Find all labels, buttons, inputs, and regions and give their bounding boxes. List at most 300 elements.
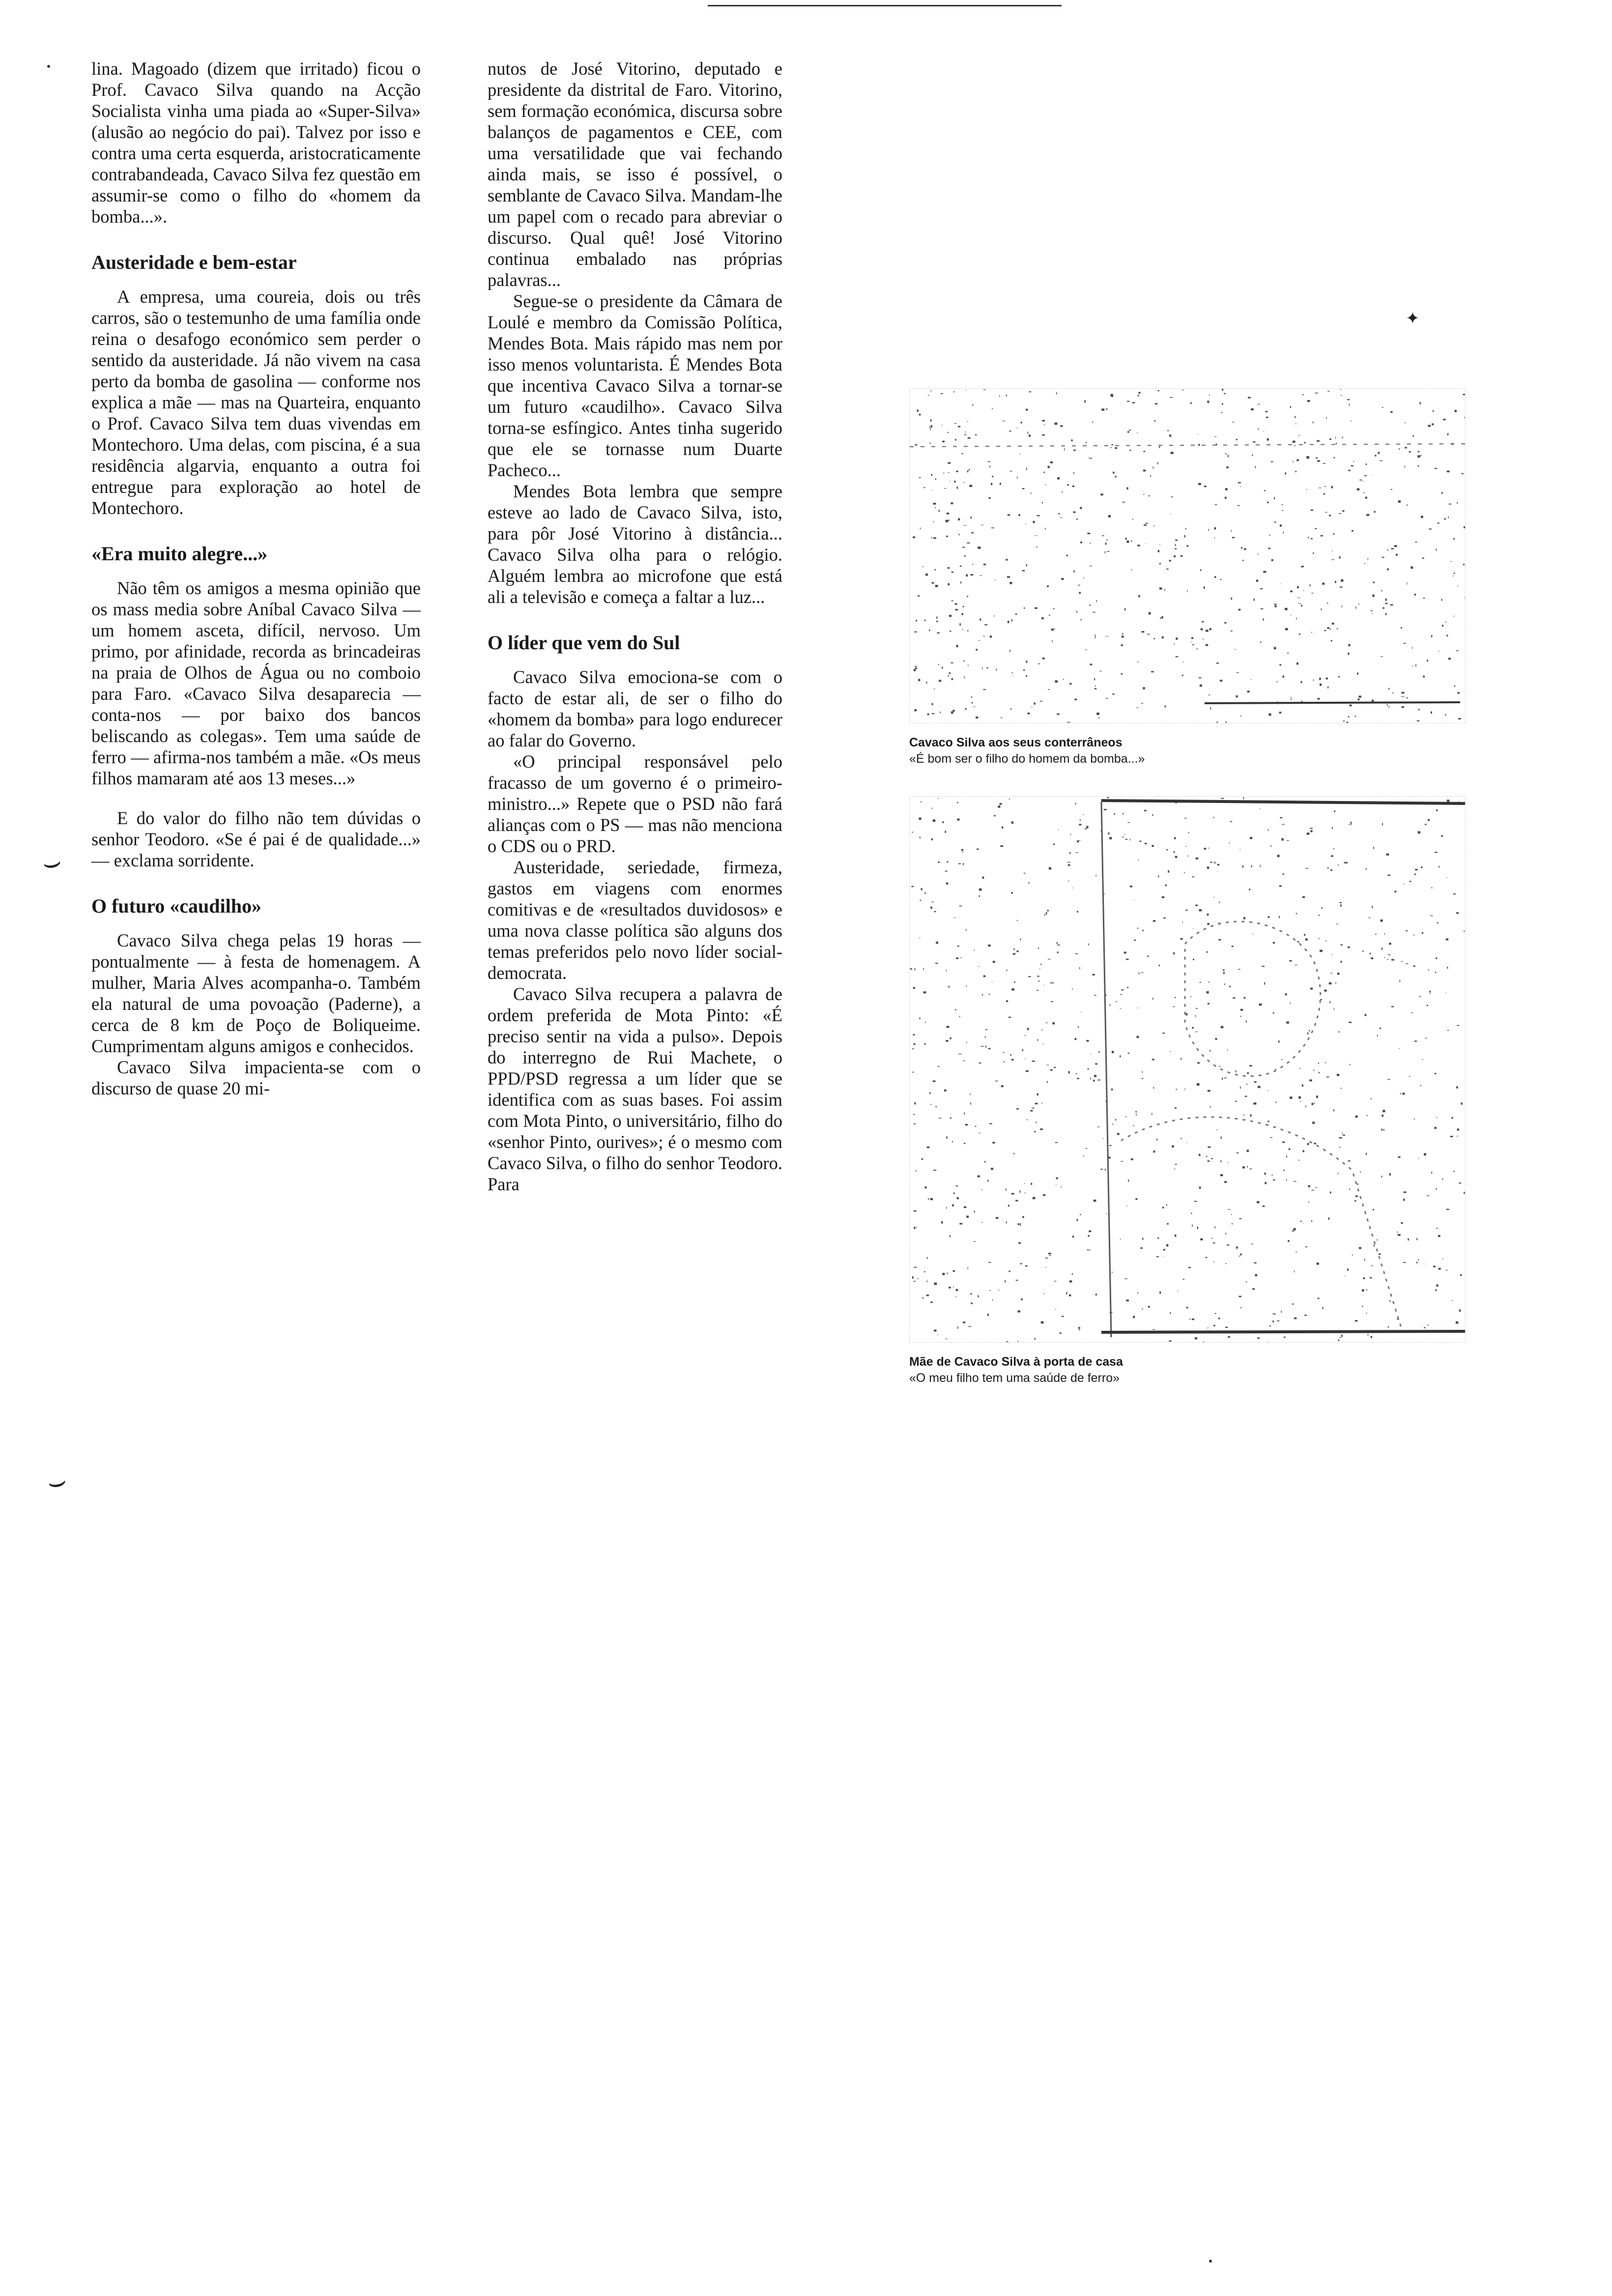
photo-speck bbox=[999, 395, 1000, 397]
photo-speck bbox=[914, 1102, 916, 1105]
photo-speck bbox=[1007, 1341, 1008, 1342]
photo-speck bbox=[1135, 1111, 1137, 1113]
photo-speck bbox=[978, 546, 980, 549]
photo-speck bbox=[947, 861, 948, 863]
photo-speck bbox=[1298, 603, 1301, 604]
photo-speck bbox=[940, 712, 941, 714]
photo-speck bbox=[1220, 680, 1223, 682]
photo-speck bbox=[1159, 1292, 1161, 1294]
photo-speck bbox=[1037, 515, 1040, 517]
photo-speck bbox=[1047, 910, 1049, 912]
photo-speck bbox=[1070, 833, 1071, 835]
photo-speck bbox=[1186, 1013, 1188, 1015]
photo-speck bbox=[1126, 1299, 1129, 1301]
photo-speck bbox=[1098, 717, 1099, 719]
photo-speck bbox=[1195, 905, 1198, 906]
photo-speck bbox=[1422, 932, 1423, 934]
photo-speck bbox=[1403, 1199, 1405, 1201]
photo-speck bbox=[1162, 1206, 1164, 1208]
photo-speck bbox=[1006, 1188, 1007, 1191]
photo-speck bbox=[1372, 906, 1373, 908]
photo-speck bbox=[1249, 1065, 1252, 1066]
photo-speck bbox=[1311, 538, 1313, 539]
photo-speck bbox=[1456, 912, 1459, 914]
photo-speck bbox=[916, 620, 917, 621]
photo-speck bbox=[1307, 1143, 1309, 1145]
photo-speck bbox=[1287, 840, 1289, 841]
photo-speck bbox=[1280, 524, 1282, 527]
photo-speck bbox=[1035, 535, 1036, 536]
photo-speck bbox=[1169, 560, 1171, 561]
photo-speck bbox=[1240, 1254, 1242, 1256]
photo-speck bbox=[1226, 1233, 1227, 1234]
photo-speck bbox=[1282, 510, 1284, 511]
photo-speck bbox=[948, 583, 950, 586]
photo-speck bbox=[1436, 1228, 1438, 1229]
pen-mark: ✦ bbox=[1406, 309, 1420, 328]
photo-speck bbox=[1009, 650, 1010, 652]
photo-speck bbox=[1265, 1173, 1266, 1175]
photo-speck bbox=[1397, 1232, 1398, 1233]
photo-speck bbox=[1281, 1311, 1282, 1313]
photo-speck bbox=[1026, 564, 1027, 567]
photo-speck bbox=[931, 538, 932, 539]
photo-speck bbox=[1433, 1265, 1435, 1267]
photo-speck bbox=[1218, 1318, 1220, 1319]
photo-speck bbox=[1447, 1030, 1449, 1031]
photo-speck bbox=[956, 1289, 958, 1292]
photo-speck bbox=[1270, 846, 1271, 847]
photo-speck bbox=[1051, 629, 1054, 631]
photo-speck bbox=[914, 1227, 915, 1229]
photo-speck bbox=[1337, 973, 1340, 975]
photo-speck bbox=[944, 1090, 946, 1091]
photo-speck bbox=[1040, 1128, 1043, 1130]
caption-quote: «O meu filho tem uma saúde de ferro» bbox=[909, 1371, 1120, 1385]
photo-speck bbox=[1151, 1113, 1152, 1115]
photo-speck bbox=[1175, 544, 1176, 546]
photo-speck bbox=[947, 513, 949, 515]
photo-speck bbox=[1306, 456, 1309, 458]
photo-speck bbox=[1158, 875, 1159, 877]
photo-speck bbox=[1060, 517, 1062, 518]
photo-speck bbox=[1163, 1249, 1165, 1250]
paragraph: E do valor do filho não tem dúvidas o senhor Teodoro. «Se é pai é de qualidade...» — exclama sorridente. bbox=[91, 808, 421, 870]
photo-speck bbox=[1040, 701, 1042, 702]
photo-speck bbox=[1054, 1067, 1056, 1068]
photo-speck bbox=[1203, 638, 1204, 640]
photo-speck bbox=[1170, 1312, 1171, 1314]
photo-speck bbox=[1362, 481, 1363, 482]
photo-speck bbox=[1006, 1221, 1007, 1223]
photo-speck bbox=[983, 564, 986, 565]
photo-speck bbox=[930, 1301, 933, 1303]
photo-speck bbox=[1175, 540, 1178, 541]
photo-speck bbox=[1422, 1059, 1423, 1060]
paragraph: Não têm os amigos a mesma opinião que os mass media sobre Aníbal Cavaco Silva — um homem asceta, difícil, nervoso. Um primo, por afinidade, recorda as brincadeiras na praia de Olhos de Água ou no comboio para Faro. «Cavaco Silva desaparecia — conta-nos — por baixo dos bancos beliscando as colegas». Tem uma saúde de ferro — afirma-nos também a mãe. «Os meus filhos mamaram até aos 13 meses...» bbox=[91, 578, 421, 788]
photo-speck bbox=[1152, 998, 1153, 1000]
photo-speck bbox=[1258, 429, 1259, 430]
photo-speck bbox=[1247, 691, 1250, 693]
photo-speck bbox=[991, 483, 992, 485]
photo-speck bbox=[1439, 1268, 1441, 1270]
photo-speck bbox=[1427, 1195, 1429, 1196]
photo-speck bbox=[1225, 488, 1228, 490]
photo-speck bbox=[1188, 856, 1189, 857]
photo-speck bbox=[1210, 707, 1211, 710]
photo-speck bbox=[1406, 963, 1409, 964]
photo-speck bbox=[1075, 953, 1078, 954]
photo-speck bbox=[966, 985, 967, 987]
photo-speck bbox=[1038, 663, 1040, 664]
photo-speck bbox=[1026, 675, 1027, 677]
photo-speck bbox=[1371, 957, 1373, 959]
photo-speck bbox=[1184, 535, 1185, 538]
photo-speck bbox=[1225, 1327, 1228, 1328]
photo-speck bbox=[1348, 470, 1350, 471]
photo-speck bbox=[968, 665, 969, 666]
photo-speck bbox=[1384, 957, 1385, 958]
photo-speck bbox=[1305, 939, 1308, 941]
photo-speck bbox=[962, 547, 965, 548]
photo-speck bbox=[1258, 554, 1259, 555]
photo-speck bbox=[1100, 493, 1103, 495]
photo-speck bbox=[1137, 1036, 1139, 1038]
photo-speck bbox=[1428, 1324, 1429, 1325]
photo-speck bbox=[1275, 1102, 1276, 1103]
photo-speck bbox=[1193, 928, 1194, 929]
photo-speck bbox=[1264, 490, 1266, 491]
photo-speck bbox=[952, 710, 955, 712]
photo-speck bbox=[1079, 1329, 1080, 1330]
photo-speck bbox=[1111, 447, 1112, 448]
photo-speck bbox=[1424, 1327, 1425, 1328]
photo-speck bbox=[1208, 1090, 1210, 1092]
photo-speck bbox=[1411, 1012, 1413, 1013]
photo-speck bbox=[1443, 419, 1445, 420]
photo-speck bbox=[1377, 1239, 1378, 1240]
photo-speck bbox=[1375, 934, 1376, 935]
photo-speck bbox=[1055, 1309, 1056, 1310]
photo-speck bbox=[1285, 608, 1288, 610]
photo-speck bbox=[1018, 1242, 1021, 1244]
photo-speck bbox=[1061, 1187, 1062, 1188]
photo-speck bbox=[1120, 1055, 1121, 1057]
photo-speck bbox=[1446, 1209, 1449, 1210]
photo-speck bbox=[1381, 1176, 1382, 1177]
photo-speck bbox=[923, 968, 924, 971]
photo-speck bbox=[933, 819, 936, 822]
photo-speck bbox=[1094, 995, 1096, 996]
photo-speck bbox=[1237, 1152, 1239, 1153]
photo-speck bbox=[963, 660, 965, 661]
photo-speck bbox=[1382, 407, 1383, 408]
photo-speck bbox=[988, 1262, 991, 1263]
photo-speck bbox=[1317, 698, 1320, 699]
photo-speck bbox=[1340, 1337, 1341, 1338]
photo-speck bbox=[1032, 1061, 1035, 1062]
photo-speck bbox=[1248, 397, 1251, 399]
photo-speck bbox=[1015, 613, 1017, 614]
photo-speck bbox=[1108, 832, 1110, 834]
photo-speck bbox=[1158, 390, 1159, 391]
photo-speck bbox=[1436, 809, 1438, 811]
photo-speck bbox=[1409, 451, 1411, 453]
photo-speck bbox=[1098, 1051, 1100, 1053]
photo-speck bbox=[955, 609, 958, 610]
photo-speck bbox=[1158, 550, 1159, 552]
photo-speck bbox=[1297, 941, 1299, 943]
photo-speck bbox=[1300, 1221, 1302, 1222]
photo-speck bbox=[1305, 1246, 1308, 1247]
photo-speck bbox=[1200, 569, 1202, 571]
photo-speck bbox=[1417, 455, 1420, 458]
photo-speck bbox=[1359, 696, 1361, 698]
photo-speck bbox=[1068, 1071, 1070, 1074]
photo-speck bbox=[1349, 1022, 1352, 1023]
photo-speck bbox=[1109, 837, 1112, 839]
photo-speck bbox=[975, 1126, 977, 1127]
photo-speck bbox=[1062, 578, 1064, 580]
photo-speck bbox=[1420, 1085, 1421, 1086]
photo-speck bbox=[1187, 545, 1188, 547]
photo-speck bbox=[1208, 1003, 1209, 1004]
photo-speck bbox=[1126, 1116, 1127, 1117]
photo-speck bbox=[1014, 981, 1015, 983]
photo-speck bbox=[1153, 1150, 1155, 1152]
photo-speck bbox=[1416, 1238, 1417, 1240]
photo-speck bbox=[1172, 1145, 1174, 1148]
photo-speck bbox=[965, 1124, 968, 1125]
photo-crowd-image bbox=[910, 389, 1465, 723]
photo-speck bbox=[1441, 599, 1442, 601]
photo-speck bbox=[1362, 1306, 1363, 1307]
photo-speck bbox=[1006, 559, 1008, 560]
photo-speck bbox=[1138, 395, 1139, 396]
photo-speck bbox=[1214, 527, 1216, 530]
photo-speck bbox=[1105, 543, 1106, 545]
photo-speck bbox=[1027, 1028, 1029, 1031]
photo-speck bbox=[1433, 410, 1434, 412]
photo-speck bbox=[923, 487, 925, 488]
photo-speck bbox=[1341, 395, 1342, 396]
photo-caption bbox=[909, 1354, 1499, 1386]
photo-speck bbox=[1296, 662, 1298, 665]
photo-speck bbox=[1349, 824, 1350, 825]
photo-speck bbox=[1112, 1124, 1113, 1125]
photo-speck bbox=[1354, 716, 1356, 717]
photo-speck bbox=[1142, 1071, 1143, 1073]
photo-speck bbox=[1153, 920, 1156, 921]
photo-speck bbox=[933, 503, 936, 505]
photo-speck bbox=[1302, 1150, 1304, 1152]
photo-speck bbox=[1327, 627, 1329, 629]
photo-speck bbox=[1218, 939, 1221, 941]
photo-speck bbox=[1071, 439, 1073, 441]
photo-speck bbox=[1295, 423, 1296, 424]
photo-speck bbox=[1175, 997, 1176, 998]
photo-speck bbox=[1364, 1014, 1366, 1016]
photo-speck bbox=[1079, 592, 1081, 594]
photo-speck bbox=[1224, 983, 1225, 985]
photo-speck bbox=[1132, 402, 1135, 403]
photo-speck bbox=[1055, 1142, 1058, 1143]
photo-speck bbox=[1463, 564, 1465, 565]
photo-speck bbox=[1307, 400, 1310, 402]
photo-speck bbox=[1150, 475, 1151, 477]
photo-speck bbox=[1229, 842, 1230, 844]
photo-speck bbox=[1086, 826, 1089, 829]
photo-speck bbox=[969, 1326, 971, 1327]
paragraph: Austeridade, seriedade, firmeza, gastos em viagens com enormes comitivas e de «resultados duvidosos» e uma nova classe política são alguns dos temas preferidos pelo novo líder social-democrata. bbox=[488, 857, 782, 983]
photo-speck bbox=[951, 601, 953, 602]
photo-speck bbox=[1193, 959, 1194, 960]
photo-speck bbox=[1214, 537, 1215, 539]
photo-speck bbox=[934, 1330, 936, 1332]
photo-speck bbox=[935, 478, 936, 480]
photo-speck bbox=[1020, 1263, 1022, 1264]
photo-speck bbox=[1457, 502, 1458, 504]
photo-speck bbox=[1431, 1172, 1432, 1174]
photo-speck bbox=[1330, 1192, 1331, 1194]
photo-speck bbox=[932, 713, 935, 714]
photo-speck bbox=[1457, 692, 1460, 693]
photo-speck bbox=[1254, 1081, 1257, 1083]
photo-speck bbox=[1360, 1172, 1361, 1173]
photo-speck bbox=[1220, 1174, 1223, 1176]
photo-speck bbox=[941, 393, 943, 394]
photo-speck bbox=[1321, 535, 1323, 537]
photo-speck bbox=[972, 702, 973, 703]
photo-speck bbox=[1137, 1292, 1138, 1293]
photo-speck bbox=[1156, 1256, 1159, 1257]
photo-speck bbox=[1028, 976, 1031, 977]
photo-speck bbox=[1062, 1316, 1064, 1317]
caption-title: Cavaco Silva aos seus conterrâneos bbox=[909, 736, 1123, 749]
photo-speck bbox=[1251, 408, 1254, 410]
photo-speck bbox=[1402, 706, 1404, 708]
photo-speck bbox=[1206, 630, 1209, 631]
photo-speck bbox=[1022, 1216, 1024, 1218]
photo-speck bbox=[1050, 1069, 1053, 1071]
photo-speck bbox=[1388, 688, 1389, 690]
photo-speck bbox=[1167, 1223, 1169, 1225]
photo-speck bbox=[1374, 1244, 1375, 1247]
photo-speck bbox=[930, 907, 932, 909]
photo-speck bbox=[913, 1072, 914, 1073]
photo-speck bbox=[949, 672, 950, 674]
photo-speck bbox=[1207, 914, 1209, 916]
photo-speck bbox=[1201, 629, 1203, 631]
photo-speck bbox=[1335, 982, 1336, 984]
photo-speck bbox=[1338, 1340, 1340, 1341]
photo-speck bbox=[1050, 461, 1053, 463]
photo-speck bbox=[1141, 703, 1143, 704]
photo-speck bbox=[1111, 1089, 1113, 1091]
photo-speck bbox=[1221, 1026, 1224, 1029]
photo-speck bbox=[1164, 589, 1165, 591]
photo-speck bbox=[1206, 1156, 1208, 1157]
photo-speck bbox=[1436, 958, 1437, 959]
photo-speck bbox=[1329, 515, 1331, 516]
photo-speck bbox=[995, 1081, 998, 1082]
photo-speck bbox=[1463, 394, 1465, 395]
photo-speck bbox=[936, 942, 938, 944]
photo-speck bbox=[1362, 950, 1364, 951]
photo-speck bbox=[1382, 1129, 1383, 1131]
photo-speck bbox=[1080, 1214, 1081, 1215]
photo-speck bbox=[1387, 568, 1389, 570]
photo-speck bbox=[971, 696, 973, 697]
photo-speck bbox=[1290, 1003, 1291, 1004]
photo-speck bbox=[971, 517, 972, 518]
photo-speck bbox=[949, 615, 951, 617]
photo-speck bbox=[966, 574, 968, 576]
photo-speck bbox=[1100, 1169, 1103, 1170]
photo-speck bbox=[1264, 982, 1265, 985]
photo-speck bbox=[937, 632, 940, 633]
photo-speck bbox=[1197, 649, 1198, 650]
photo-speck bbox=[1451, 561, 1452, 562]
photo-speck bbox=[1267, 438, 1269, 441]
photo-speck bbox=[1341, 1088, 1342, 1089]
photo-speck bbox=[1186, 1307, 1188, 1308]
photo-speck bbox=[1191, 637, 1193, 639]
photo-speck bbox=[1319, 678, 1321, 680]
photo-speck bbox=[1031, 1183, 1032, 1185]
photo-speck bbox=[1260, 588, 1263, 589]
photo-speck bbox=[1325, 512, 1327, 513]
photo-speck bbox=[1355, 606, 1356, 609]
photo-speck bbox=[1011, 619, 1012, 621]
photo-speck bbox=[1024, 607, 1025, 608]
photo-speck bbox=[1323, 463, 1325, 464]
photo-speck bbox=[1310, 830, 1312, 832]
photo-speck bbox=[1398, 1156, 1401, 1158]
caption-quote: «É bom ser o filho do homem da bomba...» bbox=[909, 752, 1145, 766]
photo-speck bbox=[1326, 1077, 1329, 1078]
photo-speck bbox=[1266, 417, 1268, 418]
photo-speck bbox=[1137, 432, 1138, 433]
photo-speck bbox=[1207, 991, 1209, 994]
photo-speck bbox=[1231, 530, 1232, 532]
photo-speck bbox=[1464, 1192, 1465, 1194]
photo-speck bbox=[1130, 886, 1132, 887]
photo-speck bbox=[1006, 395, 1007, 396]
photo-speck bbox=[938, 664, 939, 665]
photo-speck bbox=[991, 527, 994, 528]
photo-speck bbox=[1145, 843, 1147, 844]
photo-speck bbox=[925, 1186, 927, 1188]
photo-speck bbox=[1063, 679, 1064, 680]
photo-speck bbox=[1332, 827, 1333, 829]
photo-speck bbox=[1340, 587, 1343, 588]
photo-speck bbox=[1267, 502, 1268, 503]
photo-speck bbox=[1364, 563, 1365, 564]
photo-speck bbox=[1044, 424, 1045, 425]
photo-speck bbox=[1401, 627, 1402, 629]
photo-speck bbox=[1043, 1194, 1045, 1196]
photo-speck bbox=[1176, 1089, 1177, 1090]
photo-speck bbox=[1320, 684, 1322, 686]
photo-speck bbox=[1435, 972, 1436, 973]
photo-speck bbox=[932, 582, 934, 583]
photo-speck bbox=[1407, 582, 1408, 585]
photo-speck bbox=[1371, 1265, 1373, 1266]
photo-speck bbox=[981, 1222, 982, 1223]
photo-speck bbox=[952, 1141, 953, 1143]
photo-speck bbox=[979, 889, 982, 891]
